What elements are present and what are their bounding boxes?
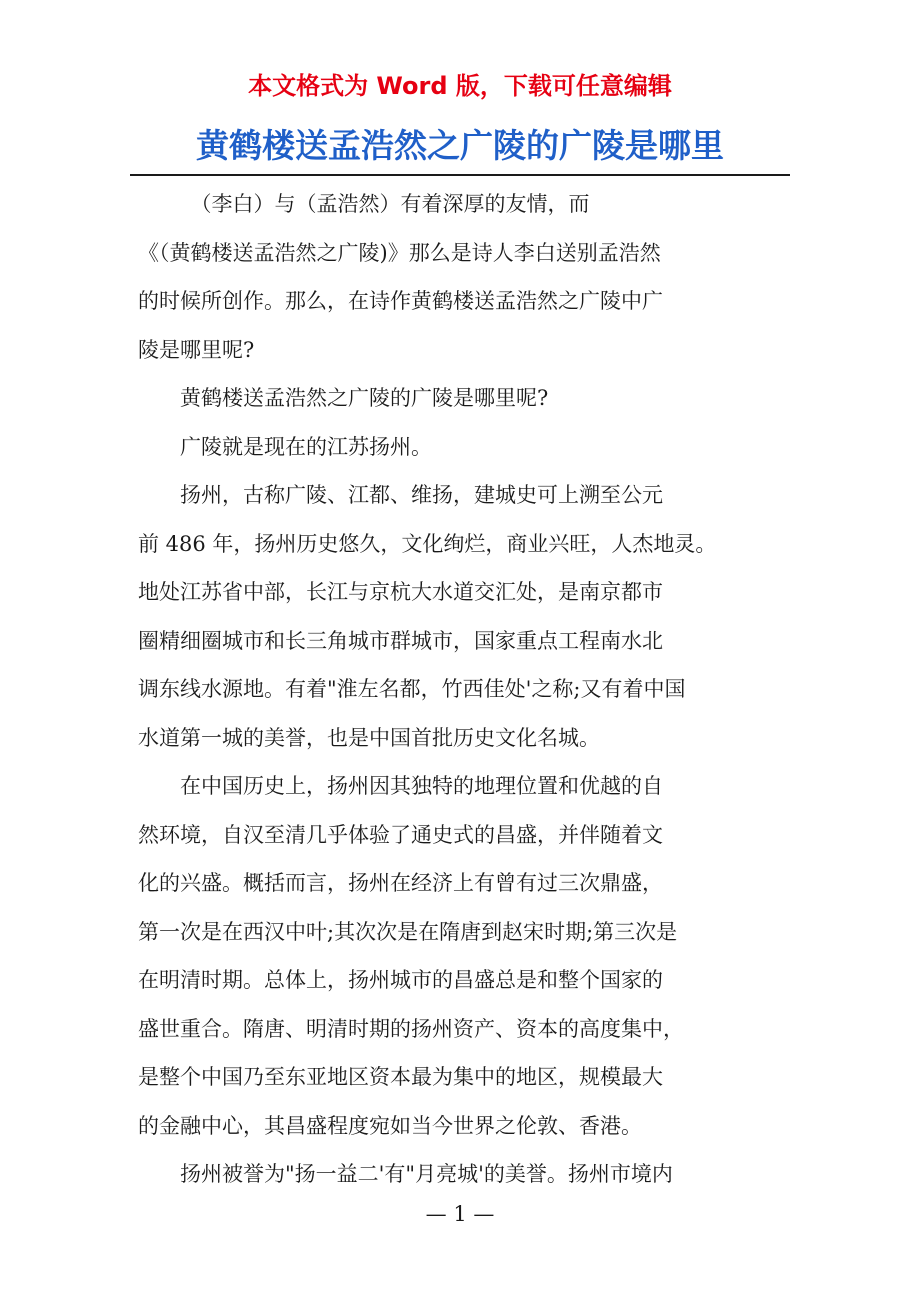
text-line: 在明清时期。总体上，扬州城市的昌盛总是和整个国家的 [138,968,663,992]
text-line: 《（黄鹤楼送孟浩然之广陵)》那么是诗人李白送别孟浩然 [138,240,661,265]
text-line: 第一次是在西汉中叶;其次次是在隋唐到赵宋时期;第三次是 [138,919,678,944]
text-line: 圈精细圈城市和长三角城市群城市，国家重点工程南水北 [138,628,663,653]
text-line: 前 486 年，扬州历史悠久，文化绚烂，商业兴旺，人杰地灵。 [138,531,717,556]
format-notice: 本文格式为 Word 版，下载可任意编辑 [248,72,672,100]
text-line: 扬州被誉为"扬一益二'有"月亮城'的美誉。扬州市境内 [138,1162,673,1186]
text-line: 是整个中国乃至东亚地区资本最为集中的地区，规模最大 [138,1065,663,1089]
page-number: — 1 — [425,1202,495,1226]
text-line: 水道第一城的美誉，也是中国首批历史文化名城。 [138,725,600,750]
title-divider [130,174,790,176]
text-line: 然环境，自汉至清几乎体验了通史式的昌盛，并伴随着文 [138,822,663,847]
text-line: 的金融中心，其昌盛程度宛如当今世界之伦敦、香港。 [138,1113,642,1138]
text-line: 广陵就是现在的江苏扬州。 [138,434,432,459]
text-line: 的时候所创作。那么，在诗作黄鹤楼送孟浩然之广陵中广 [138,289,663,313]
text-line: 盛世重合。隋唐、明清时期的扬州资产、资本的高度集中， [138,1016,684,1041]
text-line: 在中国历史上，扬州因其独特的地理位置和优越的自 [138,774,663,798]
article-body [138,180,798,1199]
text-line: 化的兴盛。概括而言，扬州在经济上有曾有过三次鼎盛， [138,871,663,895]
text-line: 陵是哪里呢? [138,337,255,362]
text-line: 地处江苏省中部，长江与京杭大水道交汇处，是南京都市 [138,580,663,604]
text-line: 调东线水源地。有着"淮左名都，竹西佳处'之称;又有着中国 [138,677,686,701]
text-line: 扬州，古称广陵、江都、维扬，建城史可上溯至公元 [138,483,663,507]
document-title: 黄鹤楼送孟浩然之广陵的广陵是哪里 [196,126,724,165]
text-line: （李白）与（孟浩然）有着深厚的友情，而 [138,192,590,216]
text-line: 黄鹤楼送孟浩然之广陵的广陵是哪里呢? [138,386,549,410]
